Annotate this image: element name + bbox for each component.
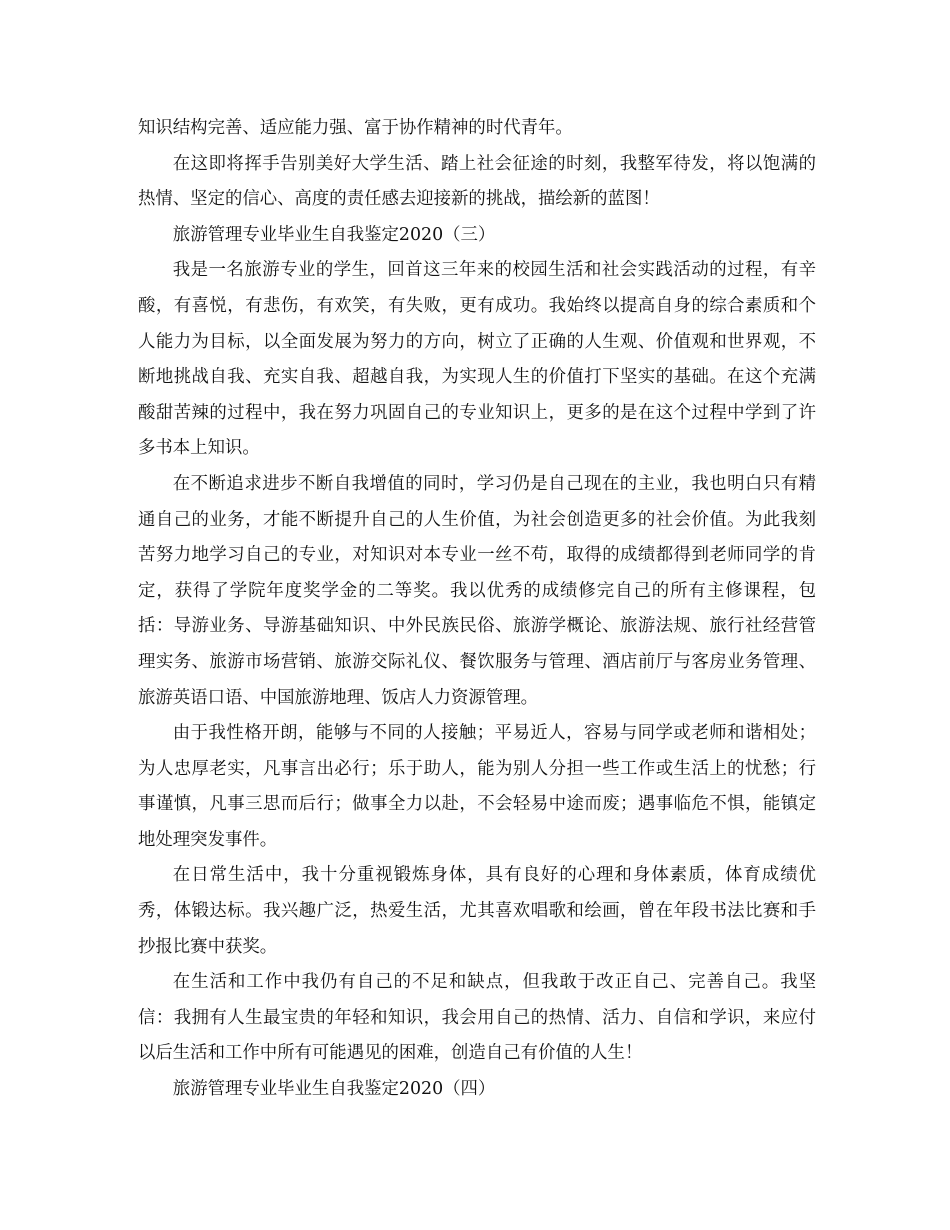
paragraph-daily-life: 在日常生活中，我十分重视锻炼身体，具有良好的心理和身体素质，体育成绩优秀，体锻达标。我兴趣广泛，热爱生活，尤其喜欢唱歌和绘画，曾在年段书法比赛和手抄报比赛中获奖。 (138, 865, 816, 957)
paragraph-introduction: 我是一名旅游专业的学生，回首这三年来的校园生活和社会实践活动的过程，有辛酸，有喜悦，有悲伤，有欢笑，有失败，更有成功。我始终以提高自身的综合素质和个人能力为目标，以全面发展为努力的方向，树立了正确的人生观、价值观和世界观，不断地挑战自我、充实自我、超越自我，为实现人生的价值打下坚实的基础。在这个充满酸甜苦辣的过程中，我在努力巩固自己的专业知识上，更多的是在这个过程中学到了许多书本上知识。 (138, 260, 816, 459)
paragraph-conclusion: 在生活和工作中我仍有自己的不足和缺点，但我敢于改正自己、完善自己。我坚信：我拥有人生最宝贵的年轻和知识，我会用自己的热情、活力、自信和学识，来应付以后生活和工作中所有可能遇见的困难，创造自己有价值的人生！ (138, 972, 816, 1064)
paragraph-personality: 由于我性格开朗，能够与不同的人接触；平易近人，容易与同学或老师和谐相处；为人忠厚老实，凡事言出必行；乐于助人，能为别人分担一些工作或生活上的忧愁；行事谨慎，凡事三思而后行；做事全力以赴，不会轻易中途而废；遇事临危不惧，能镇定地处理突发事件。 (138, 723, 816, 850)
paragraph-continuation: 知识结构完善、适应能力强、富于协作精神的时代青年。 (138, 118, 573, 138)
section-heading-four: 旅游管理专业毕业生自我鉴定2020（四） (172, 1079, 496, 1100)
section-heading-three: 旅游管理专业毕业生自我鉴定2020（三） (172, 224, 496, 245)
paragraph-farewell: 在这即将挥手告别美好大学生活、踏上社会征途的时刻，我整军待发，将以饱满的热情、坚定的信心、高度的责任感去迎接新的挑战，描绘新的蓝图！ (138, 153, 816, 210)
paragraph-study: 在不断追求进步不断自我增值的同时，学习仍是自己现在的主业，我也明白只有精通自己的业务，才能不断提升自己的人生价值，为社会创造更多的社会价值。为此我刻苦努力地学习自己的专业，对知识对本专业一丝不苟，取得的成绩都得到老师同学的肯定，获得了学院年度奖学金的二等奖。我以优秀的成绩修完自己的所有主修课程，包括：导游业务、导游基础知识、中外民族民俗、旅游学概论、旅游法规、旅行社经营管理实务、旅游市场营销、旅游交际礼仪、餐饮服务与管理、酒店前厅与客房业务管理、旅游英语口语、中国旅游地理、饭店人力资源管理。 (138, 473, 816, 708)
